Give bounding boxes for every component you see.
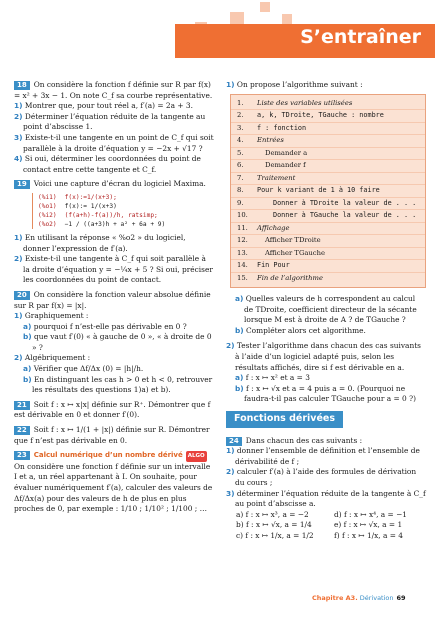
line-text: Fin de l’algorithme — [257, 273, 323, 282]
algo-badge: ALGO — [186, 451, 207, 462]
line-number: 1. — [237, 98, 244, 107]
exercise-text: On considère une fonction f définie sur un intervalle I et a, un réel appartenant à I. On souhaite, pour évaluer numériquement f′(a), calculer des valeurs de Δf/Δx(a) pour des valeurs de h de plus en plus proches de 0, par exemple : 1/10 ; 1/10² ; 1/100 ; … — [14, 461, 213, 514]
left-column — [14, 80, 214, 519]
question-text: calculer f′(a) à l’aide des formules de dérivation du cours ; — [235, 467, 417, 487]
algorithm-line — [231, 223, 425, 236]
question-text: Si oui, déterminer les coordonnées du point de contact entre cette tangente et C_f. — [23, 154, 201, 174]
algorithm-line — [231, 248, 425, 261]
maxima-screenshot — [32, 193, 214, 229]
question: 1) donner l’ensemble de définition et l’ensemble de dérivabilité de f ; — [226, 446, 420, 466]
line-text: a, k, TDroite, TGauche : nombre — [257, 111, 384, 120]
exercise-intro: Dans chacun des cas suivants : — [245, 435, 363, 445]
exercise-19 — [14, 179, 214, 286]
maxima-output: −1 / ((a+3)h + a² + 6a + 9) — [64, 220, 166, 228]
sub-question: a) f : x ↦ x² et a = 3 — [235, 373, 310, 383]
sub-question: a) pourquoi f n’est-elle pas dérivable en 0 ? — [23, 321, 187, 331]
line-text: Afficher TDroite — [265, 236, 321, 245]
line-number: 11. — [237, 223, 248, 232]
line-text: Afficher TGauche — [265, 248, 326, 257]
line-number: 4. — [237, 136, 244, 145]
decor-square — [282, 14, 292, 24]
question: 1) On propose l’algorithme suivant : — [226, 80, 363, 89]
line-text: f : fonction — [257, 123, 307, 132]
question-text: f : x ↦ √x et a = 4 puis a = 0. (Pourquoi ne faudra-t-il pas calculer TGauche pour a = 0 ?) — [244, 383, 416, 404]
exercise-text: Soit f : x ↦ x|x| définie sur R⁺. Démontrer que f est dérivable en 0 et donner f′(0). — [14, 399, 211, 420]
question-text: déterminer l’équation réduite de la tangente à C_f au point d’abscisse a. — [235, 488, 426, 509]
case-item: e) f : x ↦ √x, a = 1 — [334, 520, 403, 530]
page-footer — [312, 594, 406, 602]
sub-question: b) En distinguant les cas h > 0 et h < 0, retrouver les résultats des questions 1)a) et b). — [23, 374, 213, 395]
line-number: 14. — [237, 261, 248, 270]
line-number: 10. — [237, 211, 248, 220]
algorithm-line — [231, 98, 425, 111]
exercise-18 — [14, 80, 214, 175]
exercise-number: 23 — [14, 451, 30, 460]
question-text: donner l’ensemble de définition et l’ensemble de dérivabilité de f ; — [235, 446, 420, 466]
line-text: Pour k variant de 1 à 10 faire — [257, 186, 380, 195]
question: 1) Graphiquement : — [14, 311, 89, 321]
maxima-label: (%i1) — [38, 193, 57, 201]
question-text: f : x ↦ x² et a = 3 — [245, 373, 310, 383]
exercise-number: 20 — [14, 291, 30, 300]
question-text: Tester l’algorithme dans chacun des cas suivants à l’aide d’un logiciel adapté puis, selon les résultats affichés, dire si f est dérivable en a. — [235, 341, 421, 372]
cases-grid — [226, 510, 426, 542]
sub-question: b) que vaut f′(0) « à gauche de 0 », « à droite de 0 » ? — [23, 332, 212, 352]
line-number: 2. — [237, 111, 244, 120]
line-number: 13. — [237, 248, 248, 257]
exercise-number: 22 — [14, 426, 30, 435]
algorithm-line — [231, 148, 425, 161]
algorithm-line — [231, 235, 425, 248]
algorithm-line — [231, 185, 425, 198]
case-item: f) f : x ↦ 1/x, a = 4 — [334, 530, 404, 540]
sub-question: a) Vérifier que Δf/Δx (0) = |h|/h. — [23, 364, 144, 374]
question-text: Existe-t-il une tangente en un point de C_f qui soit parallèle à la droite d’équation y = −2x + √17 ? — [23, 132, 214, 153]
section-title: Fonctions dérivées — [226, 411, 343, 428]
sub-question: b) f : x ↦ √x et a = 4 puis a = 0. (Pourquoi ne faudra-t-il pas calculer TGauche pour a = 0 ?) — [235, 383, 416, 404]
line-text: Donner à TGauche la valeur de . . . — [273, 211, 417, 220]
line-text: Entrées — [257, 136, 284, 145]
exercise-22 — [14, 425, 214, 446]
exercise-intro: On considère la fonction f définie sur R par f(x) = x² + 3x − 1. On note C_f sa courbe représentative. — [14, 80, 213, 100]
exercise-number: 21 — [14, 401, 30, 410]
algorithm-box — [230, 94, 426, 289]
sub-question: b) Compléter alors cet algorithme. — [235, 325, 366, 335]
decor-square — [260, 2, 270, 12]
page-title: S’entraîner — [300, 26, 421, 48]
exercise-intro: Voici une capture d’écran du logiciel Maxima. — [33, 179, 206, 189]
exercise-number: 24 — [226, 437, 242, 446]
algorithm-line — [231, 123, 425, 136]
question: 4) Si oui, déterminer les coordonnées du point de contact entre cette tangente et C_f. — [14, 154, 201, 174]
question: 1) Montrer que, pour tout réel a, f′(a) = 2a + 3. — [14, 101, 193, 111]
line-number: 9. — [237, 198, 244, 207]
case-item: c) f : x ↦ 1/x, a = 1/2 — [236, 530, 314, 540]
question: 2) Existe-t-il une tangente à C_f qui soit parallèle à la droite d’équation y = −¼x + 5 ? Si oui, préciser les coordonnées du point de contact. — [14, 254, 213, 285]
line-number: 6. — [237, 161, 244, 170]
question-text: Quelles valeurs de h correspondent au calcul de TDroite, coefficient directeur de la sécante lorsque M est à droite de A ? de TGauche ? — [244, 294, 417, 325]
line-number: 5. — [237, 148, 244, 157]
question-text: En distinguant les cas h > 0 et h < 0, retrouver les résultats des questions 1)a) et b). — [32, 374, 213, 395]
algorithm-line — [231, 260, 425, 273]
line-text: Donner à TDroite la valeur de . . . — [273, 198, 417, 207]
exercise-24 — [226, 436, 426, 542]
question: 2) Algébriquement : — [14, 353, 91, 363]
line-text: Fin Pour — [257, 261, 290, 270]
question-text: pourquoi f n’est-elle pas dérivable en 0 ? — [33, 321, 187, 331]
question-text: que vaut f′(0) « à gauche de 0 », « à droite de 0 » ? — [32, 332, 212, 352]
line-number: 15. — [237, 273, 248, 282]
question-text: Existe-t-il une tangente à C_f qui soit parallèle à la droite d’équation y = −¼x + 5 ? Si oui, préciser les coordonnées du point de contact. — [23, 254, 213, 285]
maxima-input: f(x):=1/(x+3); — [64, 193, 117, 201]
exercise-20 — [14, 290, 214, 396]
question-text: Algébriquement : — [24, 353, 91, 363]
question-text: Graphiquement : — [24, 311, 89, 321]
maxima-label: (%o1) — [38, 202, 57, 210]
question-text: Déterminer l’équation réduite de la tangente au point d’abscisse 1. — [23, 111, 206, 132]
algorithm-line — [231, 173, 425, 186]
question: 3) déterminer l’équation réduite de la tangente à C_f au point d’abscisse a. — [226, 488, 426, 509]
algorithm-line — [231, 198, 425, 211]
question: 3) Existe-t-il une tangente en un point de C_f qui soit parallèle à la droite d’équation y = −2x + √17 ? — [14, 132, 214, 153]
question-text: Vérifier que Δf/Δx (0) = |h|/h. — [33, 364, 144, 374]
maxima-input: (f(a+h)-f(a))/h, ratsimp; — [64, 211, 158, 219]
line-number: 8. — [237, 186, 244, 195]
exercise-number: 18 — [14, 81, 30, 90]
exercise-intro: On considère la fonction valeur absolue définie sur R par f(x) = |x|. — [14, 289, 211, 310]
algorithm-line — [231, 135, 425, 148]
exercise-text: Soit f : x ↦ 1/(1 + |x|) définie sur R. Démontrer que f n’est pas dérivable en 0. — [14, 425, 210, 445]
exercise-subtitle: Calcul numérique d’un nombre dérivé — [33, 451, 183, 460]
line-number: 12. — [237, 236, 248, 245]
question: 2) Tester l’algorithme dans chacun des cas suivants à l’aide d’un logiciel adapté puis, selon les résultats affichés, dire si f est dérivable en a. — [226, 341, 421, 372]
algorithm-line — [231, 210, 425, 223]
right-column — [226, 80, 426, 546]
line-number: 7. — [237, 173, 244, 182]
question-text: Montrer que, pour tout réel a, f′(a) = 2a + 3. — [24, 101, 193, 111]
line-text: Demander a — [265, 148, 308, 157]
question-text: Compléter alors cet algorithme. — [246, 325, 366, 335]
question: 1) En utilisant la réponse « %o2 » du logiciel, donner l’expression de f′(a). — [14, 232, 186, 253]
question: 2) calculer f′(a) à l’aide des formules de dérivation du cours ; — [226, 467, 417, 487]
case-item: a) f : x ↦ x³, a = −2 — [236, 509, 309, 519]
algorithm-line — [231, 110, 425, 123]
line-text: Demander f — [265, 161, 306, 170]
line-number: 3. — [237, 123, 244, 132]
footer-name: Dérivation — [359, 594, 394, 602]
maxima-label: (%o2) — [38, 220, 57, 228]
line-text: Affichage — [257, 223, 290, 232]
maxima-output: f(x):= 1/(x+3) — [64, 202, 117, 210]
footer-chapter: Chapitre A3. — [312, 594, 358, 602]
question: 2) Déterminer l’équation réduite de la tangente au point d’abscisse 1. — [14, 111, 206, 132]
algorithm-line — [231, 273, 425, 285]
question-text: On propose l’algorithme suivant : — [236, 80, 363, 89]
sub-question: a) Quelles valeurs de h correspondent au calcul de TDroite, coefficient directeur de la sécante lorsque M est à droite de A ? de TGauche ? — [235, 294, 417, 325]
algorithm-line — [231, 160, 425, 173]
maxima-label: (%i2) — [38, 211, 57, 219]
exercise-number: 19 — [14, 180, 30, 189]
exercise-21 — [14, 400, 214, 421]
case-item: b) f : x ↦ √x, a = 1/4 — [236, 520, 312, 530]
line-text: Traitement — [257, 173, 296, 182]
exercise-23 — [14, 450, 214, 515]
question-text: En utilisant la réponse « %o2 » du logiciel, donner l’expression de f′(a). — [23, 232, 186, 253]
page-number: 69 — [396, 594, 406, 602]
header-banner — [0, 0, 435, 62]
case-item: d) f : x ↦ x⁴, a = −1 — [334, 509, 407, 519]
line-text: Liste des variables utilisées — [257, 98, 353, 107]
